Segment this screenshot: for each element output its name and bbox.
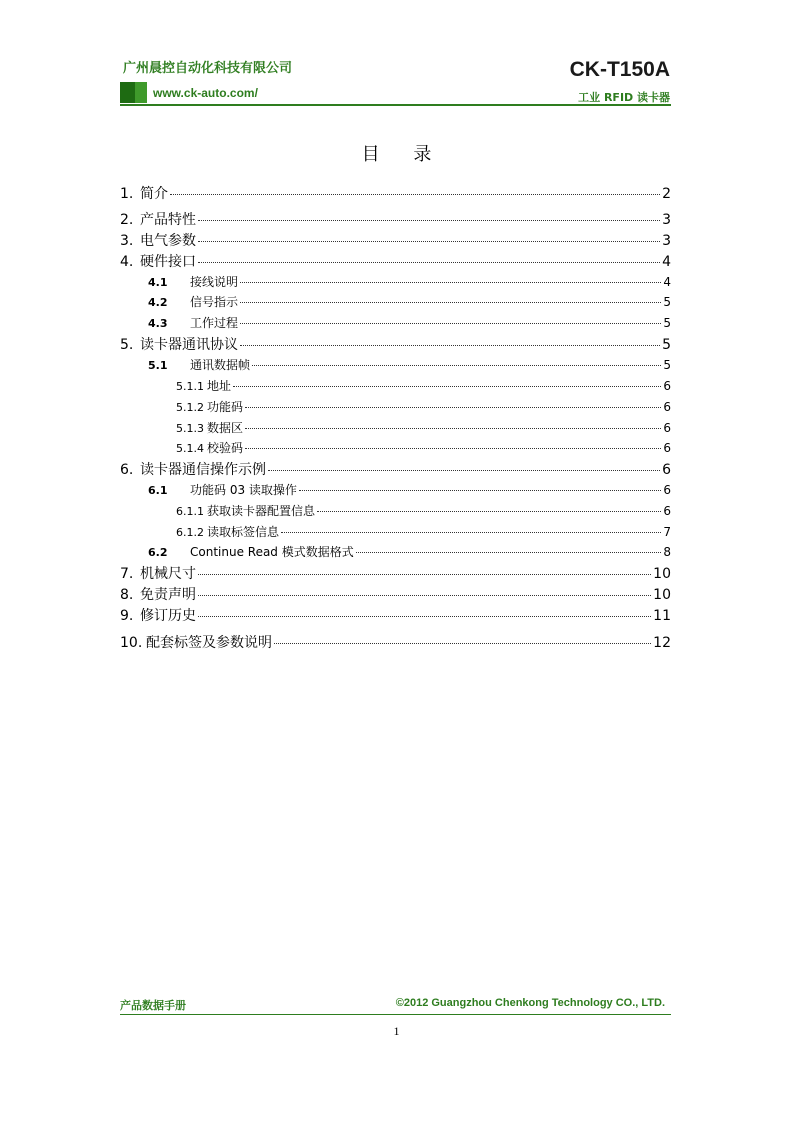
toc-leader	[198, 616, 651, 617]
toc-entry[interactable]	[120, 419, 671, 436]
toc-entry[interactable]	[120, 293, 671, 310]
toc-leader	[198, 574, 651, 575]
toc-leader	[245, 407, 661, 408]
header-divider	[120, 104, 671, 106]
toc-entry-number: 4.	[120, 254, 134, 270]
toc-entry-title: 硬件接口	[140, 254, 196, 270]
toc-leader	[356, 552, 662, 553]
toc-entry[interactable]	[120, 523, 671, 540]
toc-entry-number: 5.1.1	[176, 380, 204, 393]
toc-leader	[233, 386, 661, 387]
toc-entry-page: 12	[653, 635, 671, 651]
page-number: 1	[393, 1024, 400, 1038]
toc-entry-number: 4.1	[148, 276, 168, 289]
toc-entry[interactable]	[120, 334, 671, 354]
toc-entry[interactable]	[120, 209, 671, 229]
toc-leader	[240, 323, 661, 324]
logo-block-light	[135, 82, 147, 103]
toc-entry-page: 3	[662, 233, 671, 249]
toc-leader	[198, 220, 660, 221]
toc-leader	[245, 428, 661, 429]
toc-leader	[198, 241, 660, 242]
toc-entry[interactable]	[120, 273, 671, 290]
toc-entry-number: 4.2	[148, 296, 168, 309]
toc-entry-page: 4	[662, 254, 671, 270]
footer-doc-type: 产品数据手册	[120, 999, 186, 1012]
toc-entry-page: 10	[653, 566, 671, 582]
toc-entry-page: 5	[662, 337, 671, 353]
toc-entry-page: 6	[663, 483, 671, 497]
toc-entry[interactable]	[120, 251, 671, 271]
toc-entry-page: 10	[653, 587, 671, 603]
toc-entry-page: 5	[663, 316, 671, 330]
toc-entry[interactable]	[120, 605, 671, 625]
toc-entry-title: 产品特性	[140, 212, 196, 228]
toc-leader	[240, 282, 661, 283]
toc-entry-title: 数据区	[207, 421, 244, 435]
toc-entry-number: 5.	[120, 337, 134, 353]
toc-entry-page: 6	[663, 421, 671, 435]
toc-leader	[252, 365, 661, 366]
toc-entry-title: 配套标签及参数说明	[146, 635, 272, 651]
toc-entry-title: 功能码	[207, 400, 244, 414]
toc-entry-page: 6	[663, 379, 671, 393]
logo-block-dark	[120, 82, 135, 103]
toc-entry-number: 6.1	[148, 484, 168, 497]
toc-entry-number: 10.	[120, 635, 143, 651]
toc-entry-number: 5.1.3	[176, 422, 204, 435]
toc-entry-number: 6.2	[148, 546, 168, 559]
toc-entry-title: 读卡器通讯协议	[140, 337, 238, 353]
toc-leader	[299, 490, 661, 491]
footer-copyright: ©2012 Guangzhou Chenkong Technology CO., LTD.	[395, 997, 665, 1009]
product-model: CK-T150A	[569, 58, 670, 81]
toc-entry[interactable]	[120, 459, 671, 479]
toc-entry-title: 读取标签信息	[207, 525, 280, 539]
toc-entry-page: 5	[663, 358, 671, 372]
toc-entry-title: 机械尺寸	[140, 566, 196, 582]
toc-entry[interactable]	[120, 584, 671, 604]
toc-entry-number: 6.	[120, 462, 134, 478]
footer-divider	[120, 1014, 671, 1015]
toc-entry[interactable]	[120, 398, 671, 415]
toc-leader	[268, 470, 660, 471]
toc-entry-page: 6	[663, 400, 671, 414]
company-name: 广州晨控自动化科技有限公司	[123, 61, 293, 76]
toc-entry-title: 信号指示	[190, 295, 239, 309]
toc-entry-number: 5.1.2	[176, 401, 204, 414]
toc-entry-number: 3.	[120, 233, 134, 249]
toc-entry[interactable]	[120, 502, 671, 519]
toc-entry[interactable]	[120, 314, 671, 331]
toc-entry-number: 5.1	[148, 359, 168, 372]
toc-entry-title: 简介	[140, 186, 168, 202]
toc-leader	[245, 448, 661, 449]
toc-entry-title: 校验码	[207, 441, 244, 455]
toc-entry[interactable]	[120, 632, 671, 652]
toc-entry-title: 地址	[207, 379, 232, 393]
toc-entry-number: 1.	[120, 186, 134, 202]
toc-entry-page: 5	[663, 295, 671, 309]
toc-entry[interactable]	[120, 563, 671, 583]
toc-entry[interactable]	[120, 230, 671, 250]
toc-leader	[240, 345, 660, 346]
toc-entry[interactable]	[120, 377, 671, 394]
product-subtitle: 工业 RFID 读卡器	[578, 91, 670, 104]
toc-entry-page: 3	[662, 212, 671, 228]
toc-entry-page: 11	[653, 608, 671, 624]
toc-entry[interactable]	[120, 481, 671, 498]
toc-entry-number: 2.	[120, 212, 134, 228]
toc-entry-number: 6.1.2	[176, 526, 204, 539]
toc-entry[interactable]	[120, 356, 671, 373]
toc-entry-number: 4.3	[148, 317, 168, 330]
toc-entry-title: 读卡器通信操作示例	[140, 462, 266, 478]
toc-entry[interactable]	[120, 183, 671, 203]
toc-entry-page: 6	[662, 462, 671, 478]
toc-leader	[240, 302, 661, 303]
toc-entry-title: Continue Read 模式数据格式	[190, 545, 354, 559]
toc-entry-number: 6.1.1	[176, 505, 204, 518]
toc-leader	[274, 643, 651, 644]
toc-entry-title: 功能码 03 读取操作	[190, 483, 297, 497]
toc-entry-page: 4	[663, 275, 671, 289]
toc-leader	[281, 532, 661, 533]
toc-leader	[198, 595, 651, 596]
toc-entry-title: 获取读卡器配置信息	[207, 504, 316, 518]
toc-leader	[170, 194, 660, 195]
toc-entry-title: 免责声明	[140, 587, 196, 603]
toc-entry-page: 8	[663, 545, 671, 559]
toc-leader	[198, 262, 660, 263]
toc-entry-page: 2	[662, 186, 671, 202]
toc-entry-page: 6	[663, 504, 671, 518]
website-link[interactable]: www.ck-auto.com/	[153, 86, 258, 100]
toc-entry-number: 9.	[120, 608, 134, 624]
toc-entry-number: 5.1.4	[176, 442, 204, 455]
toc-entry-number: 7.	[120, 566, 134, 582]
toc-entry[interactable]	[120, 543, 671, 560]
toc-leader	[317, 511, 661, 512]
toc-entry-number: 8.	[120, 587, 134, 603]
toc-entry-title: 通讯数据帧	[190, 358, 251, 372]
toc-entry-title: 电气参数	[140, 233, 196, 249]
toc-title: 目 录	[361, 144, 446, 165]
toc-entry-page: 6	[663, 441, 671, 455]
toc-entry-page: 7	[663, 525, 671, 539]
toc-entry[interactable]	[120, 439, 671, 456]
toc-entry-title: 接线说明	[190, 275, 239, 289]
toc-entry-title: 修订历史	[140, 608, 196, 624]
toc-entry-title: 工作过程	[190, 316, 239, 330]
